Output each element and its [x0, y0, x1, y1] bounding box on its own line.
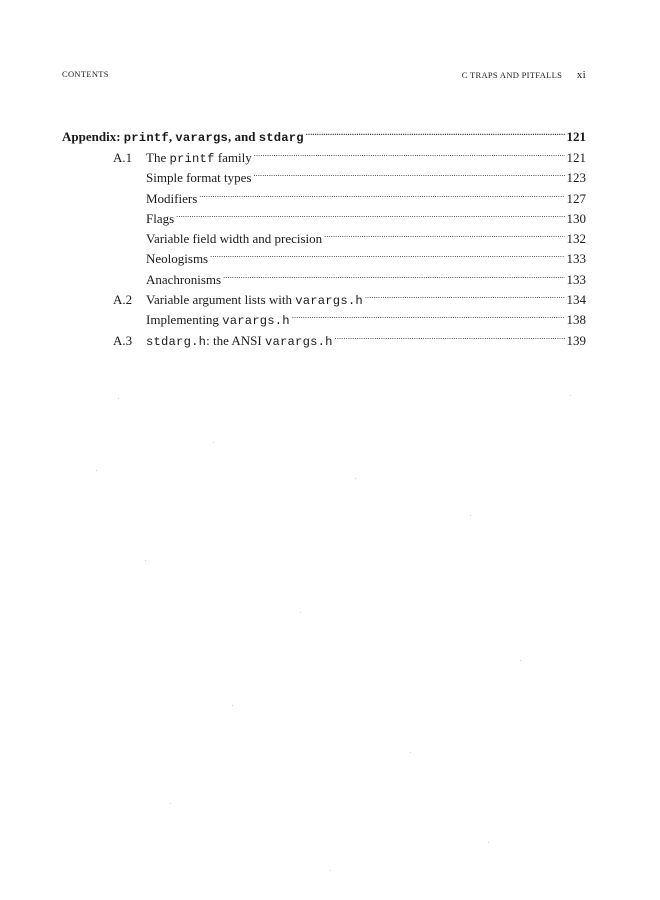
- dot-leader: [254, 142, 565, 162]
- scan-speck: [300, 612, 301, 613]
- toc-entry-text: Modifiers: [146, 190, 198, 206]
- scan-speck: [96, 470, 97, 471]
- toc-entry-text: Variable argument lists with: [146, 292, 296, 308]
- toc-entry-text: Anachronisms: [146, 271, 222, 287]
- header-book-title: C TRAPS AND PITFALLS: [461, 70, 563, 80]
- running-header: [62, 69, 586, 83]
- toc-entry-page-number: 123: [566, 170, 586, 186]
- table-of-contents: [62, 121, 586, 349]
- toc-entry: [62, 203, 586, 226]
- scan-speck: [213, 442, 214, 443]
- toc-entry: [62, 142, 586, 166]
- toc-entry-page-number: 127: [566, 190, 586, 206]
- dot-leader: [324, 223, 564, 243]
- dot-leader: [306, 121, 565, 141]
- toc-entry-page-number: 121: [566, 150, 586, 165]
- scan-speck: [170, 803, 171, 804]
- toc-entry-number: A.3: [113, 332, 133, 348]
- scan-speck: [355, 478, 356, 479]
- scan-speck: [232, 705, 233, 706]
- toc-entry-text: Variable field width and precision: [146, 231, 323, 247]
- toc-entry: [62, 304, 586, 329]
- toc-entry-code: varargs.h: [265, 334, 333, 349]
- appendix-code-stdarg: stdarg: [258, 131, 304, 145]
- dot-leader: [365, 284, 565, 304]
- dot-leader: [199, 183, 564, 203]
- toc-entry-text: Neologisms: [146, 251, 209, 267]
- toc-entry-page-number: 133: [566, 271, 586, 287]
- toc-entry-page-number: 139: [566, 332, 586, 348]
- appendix-label: Appendix:: [62, 129, 121, 144]
- toc-entry: [62, 223, 586, 247]
- toc-entry-number: A.2: [113, 292, 133, 308]
- toc-entry-title: [146, 331, 333, 352]
- toc-entry-page-number: 138: [566, 312, 586, 328]
- scan-speck: [488, 842, 489, 843]
- scan-speck: [118, 398, 119, 399]
- scan-speck: [145, 560, 146, 561]
- toc-entry-code: stdarg.h: [146, 334, 207, 349]
- toc-entry-text: family: [214, 150, 252, 165]
- dot-leader: [253, 162, 564, 182]
- toc-entry-code: printf: [169, 152, 215, 166]
- dot-leader: [292, 304, 565, 324]
- toc-entry: [62, 264, 586, 287]
- appendix-page-number: 121: [566, 129, 586, 144]
- toc-entry-page-number: 132: [566, 231, 586, 247]
- appendix-code-varargs: varargs: [175, 131, 228, 145]
- appendix-separator-1: ,: [168, 129, 173, 144]
- toc-entry-text: Flags: [146, 210, 175, 226]
- toc-entry: [62, 325, 586, 349]
- toc-entry-page-number: 133: [566, 251, 586, 267]
- toc-entry-text: Simple format types: [146, 170, 252, 186]
- scan-speck: [520, 660, 521, 661]
- appendix-code-printf: printf: [123, 131, 169, 145]
- toc-entry-text: The: [146, 150, 170, 165]
- dot-leader: [210, 243, 564, 263]
- appendix-separator-2: , and: [227, 129, 256, 144]
- toc-entry-text: : the ANSI: [206, 332, 265, 348]
- toc-entry-code: varargs.h: [295, 294, 363, 309]
- toc-entry: [62, 162, 586, 186]
- toc-entry-page-number: 134: [566, 292, 586, 308]
- toc-entry-code: varargs.h: [222, 314, 290, 329]
- toc-entry-text: Implementing: [146, 312, 223, 328]
- scan-speck: [470, 515, 471, 516]
- header-section-label: CONTENTS: [62, 69, 109, 79]
- dot-leader: [223, 264, 564, 284]
- toc-appendix-heading: [62, 121, 586, 145]
- dot-leader: [176, 203, 564, 223]
- toc-entry: [62, 284, 586, 309]
- toc-entry: [62, 243, 586, 267]
- toc-entry-page-number: 130: [566, 210, 586, 226]
- scan-speck: [410, 752, 411, 753]
- header-page-number: xi: [576, 69, 586, 81]
- scan-speck: [570, 395, 571, 396]
- toc-entry-number: A.1: [113, 150, 133, 165]
- scan-speck: [330, 870, 331, 871]
- toc-entry: [62, 183, 586, 206]
- dot-leader: [335, 325, 565, 345]
- header-book-title-group: [462, 69, 586, 81]
